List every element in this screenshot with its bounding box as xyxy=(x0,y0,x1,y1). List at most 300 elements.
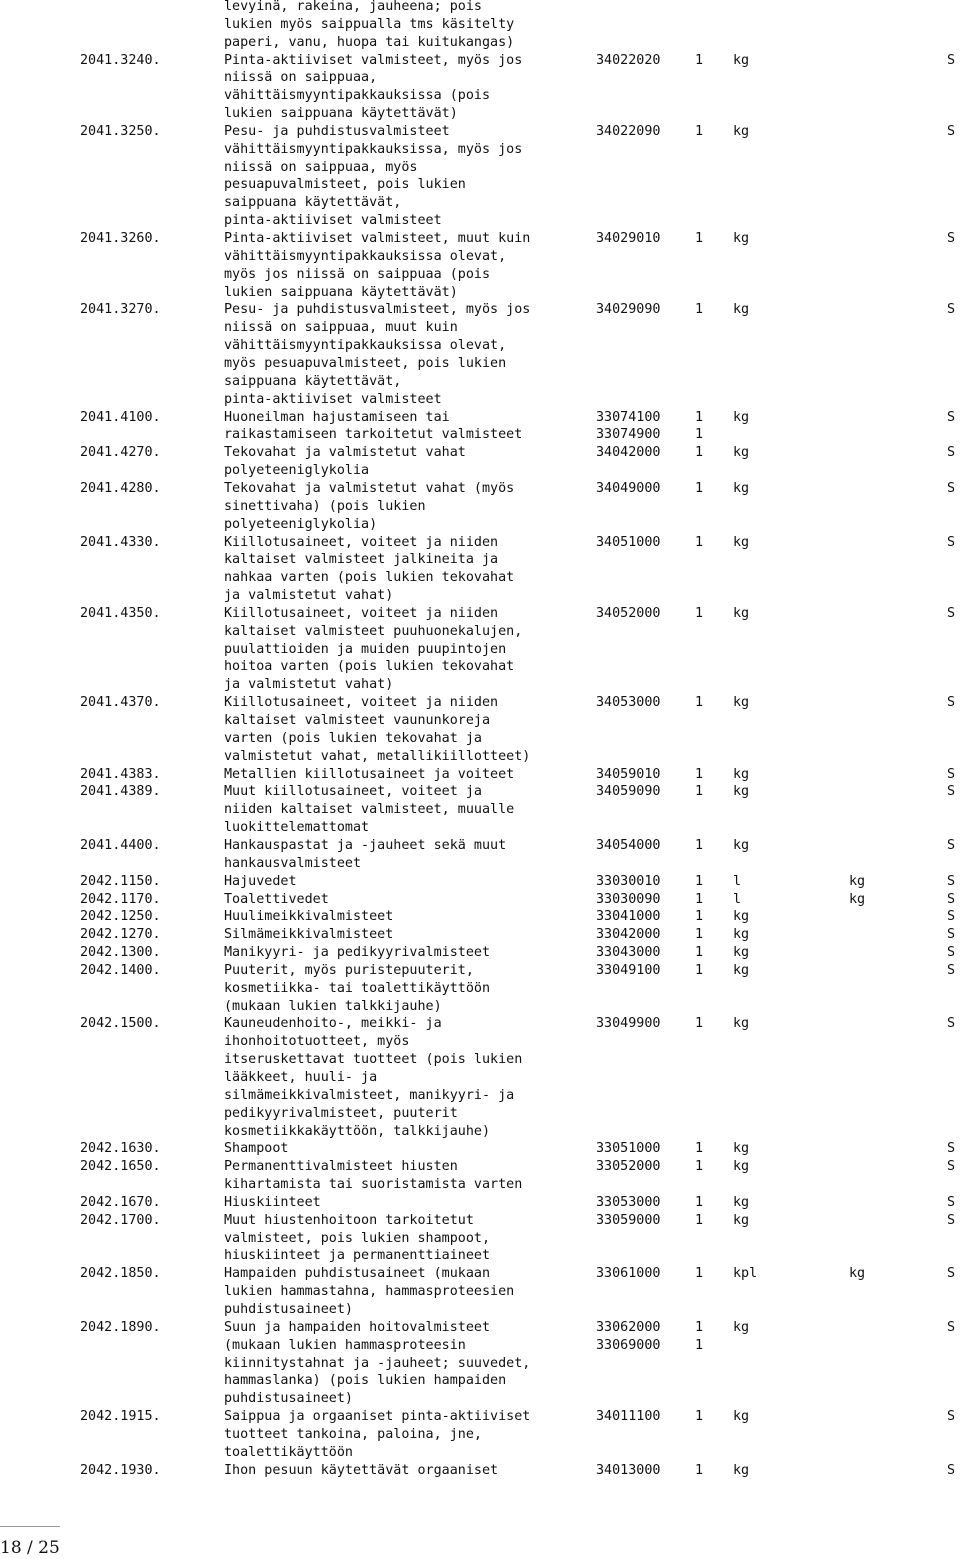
quantity-count xyxy=(695,1462,703,1480)
cn-code xyxy=(596,480,661,498)
record-description xyxy=(224,1265,594,1319)
cn-code xyxy=(596,301,661,319)
quantity-count xyxy=(695,52,703,70)
cn-code-line: 34059090 xyxy=(596,784,661,800)
record-code-line: 2042.1915. xyxy=(80,1409,161,1425)
record-code xyxy=(80,52,161,70)
cn-code xyxy=(596,230,661,248)
record-code-line: 2041.4280. xyxy=(80,480,161,496)
record-description-line: levyinä, rakeina, jauheena; pois xyxy=(224,0,482,14)
quantity-count xyxy=(695,962,703,980)
quantity-count xyxy=(695,694,703,712)
record-description-line: toalettikäyttöön xyxy=(224,1444,353,1460)
record-code xyxy=(80,1194,161,1212)
unit-primary xyxy=(733,52,749,70)
record-description-line: lukien hammastahna, hammasproteesien xyxy=(224,1284,515,1300)
record-code xyxy=(80,534,161,552)
quantity-count xyxy=(695,1158,703,1176)
record-description-line: Kiillotusaineet, voiteet ja niiden xyxy=(224,695,499,711)
record-description-line: niissä on saippuaa, xyxy=(224,70,378,86)
cn-code xyxy=(596,123,661,141)
record-code xyxy=(80,694,161,712)
record-description-line: tuotteet tankoina, paloina, jne, xyxy=(224,1426,482,1442)
quantity-count xyxy=(695,908,703,926)
quantity-count-line: 1 xyxy=(695,427,704,443)
record-description xyxy=(224,766,594,784)
unit-primary-line: kpl xyxy=(733,1266,758,1282)
unit-primary-line: kg xyxy=(733,1319,750,1335)
record-description-line: pinta-aktiiviset valmisteet xyxy=(224,391,442,407)
cn-code-line: 33069000 xyxy=(596,1337,661,1353)
record-description-line: polyeteeniglykolia xyxy=(224,463,370,479)
record-flag xyxy=(947,480,955,498)
record-code xyxy=(80,962,161,980)
quantity-count xyxy=(695,1015,703,1033)
record-description-line: Kauneudenhoito-, meikki- ja xyxy=(224,1016,442,1032)
unit-primary-line: kg xyxy=(733,1016,750,1032)
record-description xyxy=(224,444,594,480)
cn-code-line: 34029010 xyxy=(596,231,661,247)
record-flag xyxy=(947,1194,955,1212)
cn-code-line: 34059010 xyxy=(596,766,661,782)
record-code-line: 2042.1700. xyxy=(80,1212,161,1228)
record-flag-line: S xyxy=(947,52,956,68)
unit-primary xyxy=(733,944,749,962)
record-description xyxy=(224,926,594,944)
unit-primary xyxy=(733,1319,749,1337)
cn-code xyxy=(596,837,661,855)
record-code-line: 2042.1630. xyxy=(80,1141,161,1157)
unit-primary-line: kg xyxy=(733,1141,750,1157)
cn-code xyxy=(596,926,661,944)
quantity-count xyxy=(695,1194,703,1212)
record-code xyxy=(80,123,161,141)
record-flag xyxy=(947,409,955,427)
record-flag-line: S xyxy=(947,945,956,961)
record-description-line: puhdistusaineet) xyxy=(224,1302,353,1318)
record-flag-line: S xyxy=(947,123,956,139)
unit-primary xyxy=(733,444,749,462)
record-flag xyxy=(947,908,955,926)
record-flag xyxy=(947,873,955,891)
cn-code-line: 34049000 xyxy=(596,480,661,496)
record-description-line: niissä on saippuaa, myös xyxy=(224,159,418,175)
record-code-line: 2042.1150. xyxy=(80,873,161,889)
cn-code xyxy=(596,694,661,712)
record-code xyxy=(80,766,161,784)
record-description xyxy=(224,605,594,694)
quantity-count xyxy=(695,444,703,462)
record-flag xyxy=(947,1265,955,1283)
record-description xyxy=(224,837,594,873)
record-flag xyxy=(947,1158,955,1176)
record-description-line: Pesu- ja puhdistusvalmisteet xyxy=(224,123,450,139)
record-description-line: saippuana käytettävät, xyxy=(224,195,402,211)
record-code xyxy=(80,926,161,944)
unit-primary xyxy=(733,873,741,891)
record-description-line: hammaslanka) (pois lukien hampaiden xyxy=(224,1373,507,1389)
unit-primary xyxy=(733,1462,749,1480)
unit-primary-line: l xyxy=(733,873,742,889)
unit-primary xyxy=(733,962,749,980)
cn-code xyxy=(596,1319,661,1355)
unit-primary-line: kg xyxy=(733,695,750,711)
quantity-count xyxy=(695,480,703,498)
cn-code-line: 33051000 xyxy=(596,1141,661,1157)
record-description-line: lukien saippuana käytettävät) xyxy=(224,106,458,122)
cn-code-line: 33042000 xyxy=(596,927,661,943)
record-description-line: Shampoot xyxy=(224,1141,289,1157)
record-description-line: vähittäismyyntipakkauksissa olevat, xyxy=(224,338,507,354)
quantity-count-line: 1 xyxy=(695,1409,704,1425)
record-description-line: ja valmistetut vahat) xyxy=(224,677,394,693)
unit-secondary xyxy=(849,891,865,909)
record-description-line: myös jos niissä on saippuaa (pois xyxy=(224,266,491,282)
record-code xyxy=(80,444,161,462)
record-description xyxy=(224,694,594,765)
record-flag-line: S xyxy=(947,927,956,943)
record-code-line: 2042.1670. xyxy=(80,1194,161,1210)
record-description xyxy=(224,1158,594,1194)
record-flag-line: S xyxy=(947,784,956,800)
record-description xyxy=(224,0,594,52)
quantity-count-line: 1 xyxy=(695,695,704,711)
cn-code-line: 33049900 xyxy=(596,1016,661,1032)
unit-primary-line: kg xyxy=(733,927,750,943)
cn-code-line: 34011100 xyxy=(596,1409,661,1425)
unit-primary-line: l xyxy=(733,891,742,907)
record-description-line: Hiuskiinteet xyxy=(224,1194,321,1210)
record-description xyxy=(224,52,594,123)
record-description-line: ja valmistetut vahat) xyxy=(224,588,394,604)
record-description-line: (mukaan lukien hammasproteesin xyxy=(224,1337,466,1353)
record-code xyxy=(80,1265,161,1283)
record-description-line: Silmämeikkivalmisteet xyxy=(224,927,394,943)
record-description-line: kaltaiset valmisteet puuhuonekalujen, xyxy=(224,623,523,639)
cn-code xyxy=(596,1194,661,1212)
record-description xyxy=(224,409,594,445)
quantity-count-line: 1 xyxy=(695,837,704,853)
unit-primary-line: kg xyxy=(733,1409,750,1425)
record-code xyxy=(80,409,161,427)
unit-primary xyxy=(733,1265,757,1283)
quantity-count-line: 1 xyxy=(695,409,704,425)
record-description-line: vähittäismyyntipakkauksissa olevat, xyxy=(224,248,507,264)
record-code-line: 2041.4389. xyxy=(80,784,161,800)
record-flag xyxy=(947,926,955,944)
unit-primary-line: kg xyxy=(733,1159,750,1175)
record-flag-line: S xyxy=(947,231,956,247)
record-code xyxy=(80,873,161,891)
record-flag-line: S xyxy=(947,1016,956,1032)
unit-primary-line: kg xyxy=(733,123,750,139)
unit-primary-line: kg xyxy=(733,480,750,496)
unit-primary xyxy=(733,783,749,801)
cn-code xyxy=(596,534,661,552)
unit-primary-line: kg xyxy=(733,784,750,800)
record-flag xyxy=(947,605,955,623)
record-code xyxy=(80,230,161,248)
record-description xyxy=(224,480,594,534)
cn-code xyxy=(596,1140,661,1158)
record-flag-line: S xyxy=(947,302,956,318)
record-description-line: kaltaiset valmisteet jalkineita ja xyxy=(224,552,499,568)
cn-code-line: 34054000 xyxy=(596,837,661,853)
record-code-line: 2042.1250. xyxy=(80,909,161,925)
record-flag xyxy=(947,444,955,462)
record-flag-line: S xyxy=(947,1409,956,1425)
record-flag-line: S xyxy=(947,1159,956,1175)
record-description-line: Huulimeikkivalmisteet xyxy=(224,909,394,925)
quantity-count xyxy=(695,944,703,962)
record-description-line: Permanenttivalmisteet hiusten xyxy=(224,1159,458,1175)
record-description-line: luokittelemattomat xyxy=(224,820,370,836)
quantity-count-line: 1 xyxy=(695,1194,704,1210)
record-description-line: Huoneilman hajustamiseen tai xyxy=(224,409,450,425)
record-code xyxy=(80,837,161,855)
quantity-count xyxy=(695,783,703,801)
unit-primary-line: kg xyxy=(733,534,750,550)
record-code-line: 2042.1650. xyxy=(80,1159,161,1175)
record-code xyxy=(80,891,161,909)
cn-code-line: 33052000 xyxy=(596,1159,661,1175)
quantity-count xyxy=(695,926,703,944)
cn-code xyxy=(596,944,661,962)
record-description-line: hoitoa varten (pois lukien tekovahat xyxy=(224,659,515,675)
record-description-line: puulattioiden ja muiden puupintojen xyxy=(224,641,507,657)
record-flag-line: S xyxy=(947,891,956,907)
unit-secondary xyxy=(849,1265,865,1283)
record-description-line: Hankauspastat ja -jauheet sekä muut xyxy=(224,837,507,853)
quantity-count-line: 1 xyxy=(695,52,704,68)
cn-code xyxy=(596,52,661,70)
record-flag xyxy=(947,1212,955,1230)
quantity-count-line: 1 xyxy=(695,1266,704,1282)
record-flag xyxy=(947,962,955,980)
cn-code xyxy=(596,766,661,784)
quantity-count xyxy=(695,1319,703,1355)
cn-code-line: 33074100 xyxy=(596,409,661,425)
record-description-line: valmisteet, pois lukien shampoot, xyxy=(224,1230,491,1246)
record-description-line: niiden kaltaiset valmisteet, muualle xyxy=(224,802,515,818)
unit-secondary-line: kg xyxy=(849,1266,866,1282)
record-description-line: lukien myös saippualla tms käsitelty xyxy=(224,16,515,32)
record-flag xyxy=(947,301,955,319)
record-description xyxy=(224,534,594,605)
record-flag-line: S xyxy=(947,873,956,889)
unit-primary-line: kg xyxy=(733,1194,750,1210)
cn-code-line: 34022090 xyxy=(596,123,661,139)
record-code-line: 2042.1400. xyxy=(80,962,161,978)
record-flag xyxy=(947,766,955,784)
quantity-count xyxy=(695,766,703,784)
record-description xyxy=(224,1212,594,1266)
record-description-line: Kiillotusaineet, voiteet ja niiden xyxy=(224,605,499,621)
quantity-count-line: 1 xyxy=(695,927,704,943)
record-description-line: Ihon pesuun käytettävät orgaaniset xyxy=(224,1462,499,1478)
record-description xyxy=(224,1194,594,1212)
unit-primary xyxy=(733,301,749,319)
unit-primary xyxy=(733,1194,749,1212)
record-description xyxy=(224,908,594,926)
unit-primary xyxy=(733,123,749,141)
unit-primary xyxy=(733,908,749,926)
quantity-count-line: 1 xyxy=(695,891,704,907)
quantity-count xyxy=(695,1265,703,1283)
record-description-line: puhdistusaineet) xyxy=(224,1391,353,1407)
cn-code xyxy=(596,1462,661,1480)
record-flag xyxy=(947,123,955,141)
unit-primary-line: kg xyxy=(733,231,750,247)
record-flag xyxy=(947,1015,955,1033)
quantity-count-line: 1 xyxy=(695,1159,704,1175)
quantity-count-line: 1 xyxy=(695,873,704,889)
quantity-count-line: 1 xyxy=(695,231,704,247)
unit-primary-line: kg xyxy=(733,766,750,782)
record-code-line: 2041.3270. xyxy=(80,302,161,318)
record-code xyxy=(80,1319,161,1337)
record-description-line: Tekovahat ja valmistetut vahat (myös xyxy=(224,480,515,496)
unit-primary-line: kg xyxy=(733,605,750,621)
quantity-count-line: 1 xyxy=(695,909,704,925)
cn-code-line: 33030010 xyxy=(596,873,661,889)
unit-primary xyxy=(733,409,749,427)
unit-primary-line: kg xyxy=(733,409,750,425)
unit-primary xyxy=(733,1408,749,1426)
quantity-count xyxy=(695,123,703,141)
record-flag xyxy=(947,1462,955,1480)
cn-code xyxy=(596,891,661,909)
record-flag xyxy=(947,230,955,248)
quantity-count-line: 1 xyxy=(695,480,704,496)
cn-code-line: 34052000 xyxy=(596,605,661,621)
cn-code xyxy=(596,908,661,926)
record-code xyxy=(80,480,161,498)
unit-secondary-line: kg xyxy=(849,873,866,889)
record-description-line: Pinta-aktiiviset valmisteet, muut kuin xyxy=(224,231,531,247)
record-description-line: silmämeikkivalmisteet, manikyyri- ja xyxy=(224,1087,515,1103)
record-flag xyxy=(947,891,955,909)
record-description-line: ihonhoitotuotteet, myös xyxy=(224,1034,410,1050)
record-flag-line: S xyxy=(947,837,956,853)
record-description-line: vähittäismyyntipakkauksissa (pois xyxy=(224,88,491,104)
cn-code xyxy=(596,1408,661,1426)
cn-code xyxy=(596,1212,661,1230)
quantity-count-line: 1 xyxy=(695,605,704,621)
cn-code-line: 33074900 xyxy=(596,427,661,443)
cn-code-line: 34042000 xyxy=(596,445,661,461)
record-description xyxy=(224,1408,594,1462)
record-code-line: 2042.1300. xyxy=(80,945,161,961)
unit-primary xyxy=(733,230,749,248)
cn-code xyxy=(596,409,661,445)
record-flag-line: S xyxy=(947,1266,956,1282)
record-code xyxy=(80,301,161,319)
record-flag xyxy=(947,783,955,801)
cn-code xyxy=(596,783,661,801)
record-description-line: Pesu- ja puhdistusvalmisteet, myös jos xyxy=(224,302,531,318)
record-flag-line: S xyxy=(947,695,956,711)
unit-primary-line: kg xyxy=(733,945,750,961)
unit-primary xyxy=(733,1015,749,1033)
record-description-line: Manikyyri- ja pedikyyrivalmisteet xyxy=(224,945,491,961)
unit-primary-line: kg xyxy=(733,52,750,68)
record-flag xyxy=(947,944,955,962)
record-code xyxy=(80,1140,161,1158)
unit-secondary-line: kg xyxy=(849,891,866,907)
record-description-line: Metallien kiillotusaineet ja voiteet xyxy=(224,766,515,782)
record-code xyxy=(80,1212,161,1230)
record-description-line: polyeteeniglykolia) xyxy=(224,516,378,532)
record-flag xyxy=(947,1140,955,1158)
record-description-line: pedikyyrivalmisteet, puuterit xyxy=(224,1105,458,1121)
record-code-line: 2041.4270. xyxy=(80,445,161,461)
record-code-line: 2041.4400. xyxy=(80,837,161,853)
record-code xyxy=(80,1462,161,1480)
record-description xyxy=(224,1462,594,1480)
cn-code-line: 33053000 xyxy=(596,1194,661,1210)
unit-primary xyxy=(733,1140,749,1158)
record-flag xyxy=(947,837,955,855)
record-code-line: 2041.4370. xyxy=(80,695,161,711)
record-code xyxy=(80,944,161,962)
record-code-line: 2042.1270. xyxy=(80,927,161,943)
record-code-line: 2042.1850. xyxy=(80,1266,161,1282)
record-description-line: Puuterit, myös puristepuuterit, xyxy=(224,962,474,978)
quantity-count-line: 1 xyxy=(695,534,704,550)
record-code-line: 2041.4383. xyxy=(80,766,161,782)
cn-code-line: 33062000 xyxy=(596,1319,661,1335)
record-description xyxy=(224,873,594,891)
record-description xyxy=(224,783,594,837)
record-description xyxy=(224,891,594,909)
quantity-count-line: 1 xyxy=(695,1462,704,1478)
record-description-line: paperi, vanu, huopa tai kuitukangas) xyxy=(224,34,515,50)
record-description-line: kiinnitystahnat ja -jauheet; suuvedet, xyxy=(224,1355,531,1371)
unit-primary xyxy=(733,926,749,944)
quantity-count-line: 1 xyxy=(695,1141,704,1157)
record-flag-line: S xyxy=(947,962,956,978)
unit-primary xyxy=(733,837,749,855)
record-description-line: Suun ja hampaiden hoitovalmisteet xyxy=(224,1319,491,1335)
record-description xyxy=(224,944,594,962)
quantity-count xyxy=(695,1212,703,1230)
record-description-line: (mukaan lukien talkkijauhe) xyxy=(224,998,442,1014)
record-description-line: pinta-aktiiviset valmisteet xyxy=(224,213,442,229)
record-description-line: Hajuvedet xyxy=(224,873,297,889)
record-description-line: varten (pois lukien tekovahat ja xyxy=(224,730,482,746)
record-description xyxy=(224,123,594,230)
quantity-count xyxy=(695,301,703,319)
record-code-line: 2041.3250. xyxy=(80,123,161,139)
record-code-line: 2041.4330. xyxy=(80,534,161,550)
cn-code-line: 34029090 xyxy=(596,302,661,318)
quantity-count-line: 1 xyxy=(695,766,704,782)
unit-primary xyxy=(733,480,749,498)
unit-primary xyxy=(733,1212,749,1230)
record-description-line: valmistetut vahat, metallikiillotteet) xyxy=(224,748,531,764)
unit-primary xyxy=(733,891,741,909)
record-flag xyxy=(947,534,955,552)
record-flag-line: S xyxy=(947,534,956,550)
record-description-line: Saippua ja orgaaniset pinta-aktiiviset xyxy=(224,1409,531,1425)
record-description-line: sinettivaha) (pois lukien xyxy=(224,498,426,514)
record-description-line: vähittäismyyntipakkauksissa, myös jos xyxy=(224,141,523,157)
record-description-line: kihartamista tai suoristamista varten xyxy=(224,1177,523,1193)
record-code-line: 2041.4100. xyxy=(80,409,161,425)
record-description-line: raikastamiseen tarkoitetut valmisteet xyxy=(224,427,523,443)
quantity-count xyxy=(695,837,703,855)
